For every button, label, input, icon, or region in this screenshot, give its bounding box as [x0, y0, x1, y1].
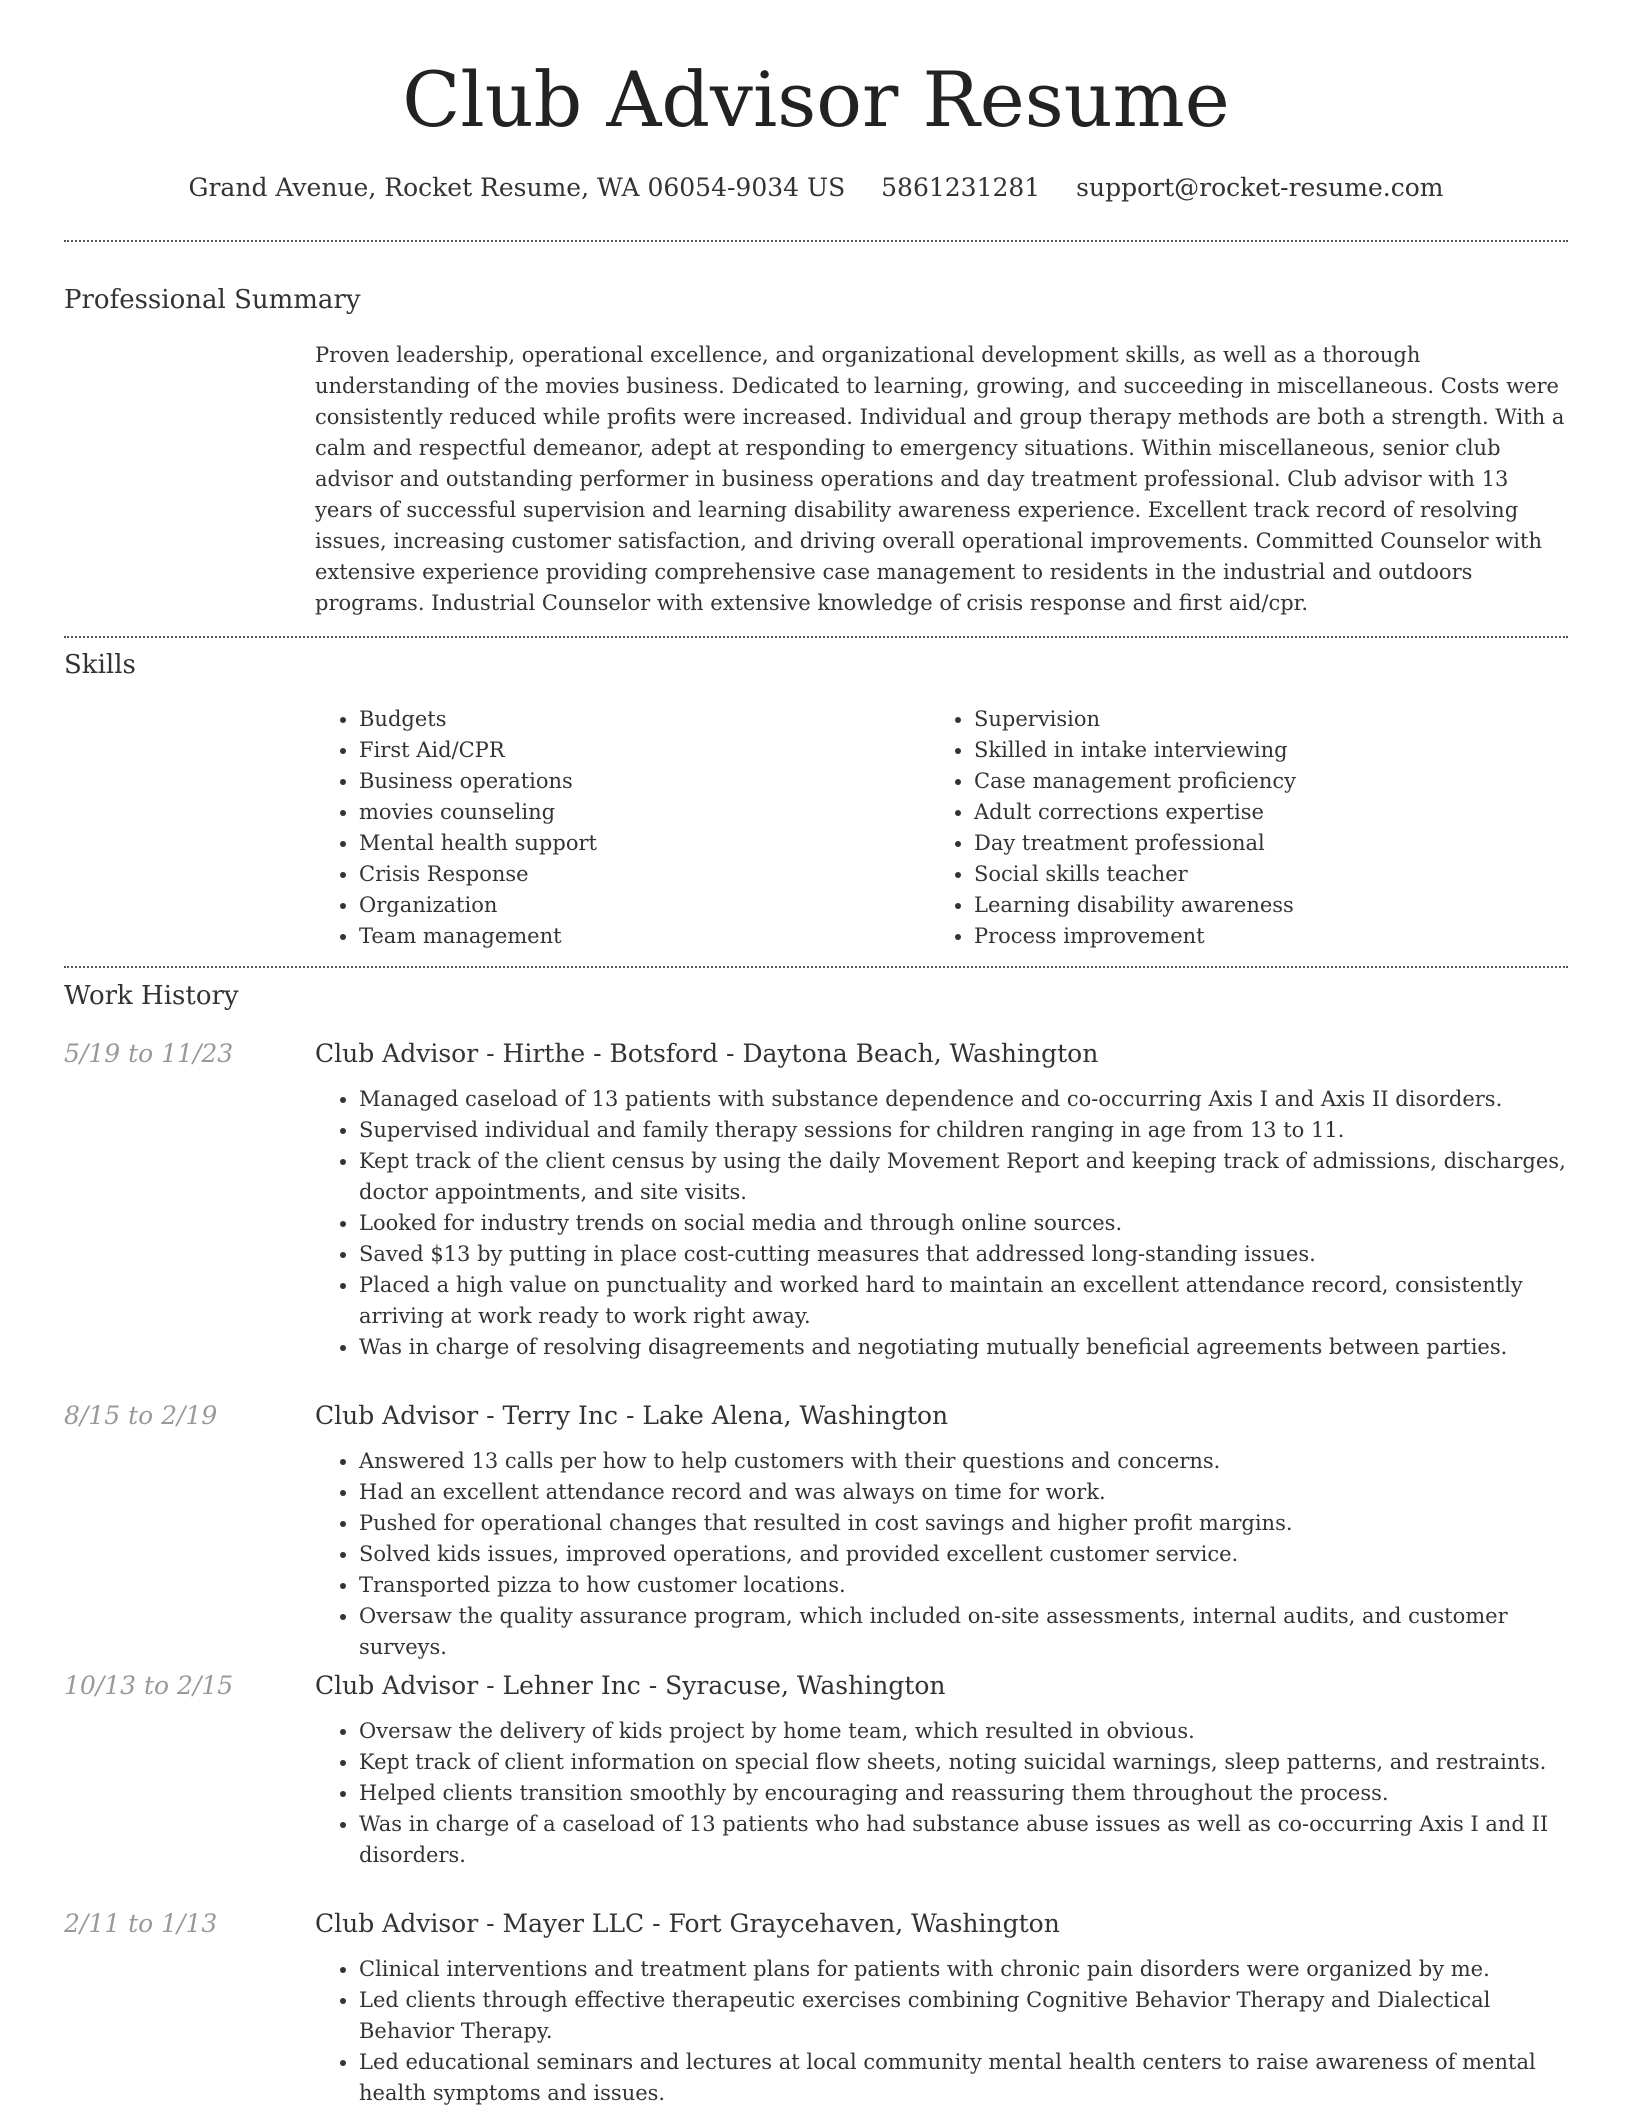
skills-column-right — [930, 704, 1490, 952]
job-dates: 10/13 to 2/15 — [64, 1671, 234, 1700]
job-bullet: • Looked for industry trends on social media and through online sources. — [359, 1208, 1568, 1239]
job-title: Club Advisor - Lehner Inc - Syracuse, Washington — [315, 1671, 946, 1700]
job-title: Club Advisor - Hirthe - Botsford - Daytona Beach, Washington — [315, 1039, 1099, 1068]
job-dates: 8/15 to 2/19 — [64, 1401, 218, 1430]
job-bullet: • Led educational seminars and lectures at local community mental health centers to raise awareness of mental health symptoms and issues. — [359, 2047, 1568, 2109]
skill-item: • movies counseling — [359, 797, 875, 828]
work-history-heading: Work History — [64, 981, 239, 1011]
job-bullet: • Transported pizza to how customer locations. — [359, 1570, 1568, 1601]
job-bullet: • Had an excellent attendance record and was always on time for work. — [359, 1477, 1568, 1508]
job-bullet: • Helped clients transition smoothly by encouraging and reassuring them throughout the process. — [359, 1778, 1568, 1809]
job-bullet: • Answered 13 calls per how to help customers with their questions and concerns. — [359, 1446, 1568, 1477]
job-bullets — [315, 1716, 1568, 1871]
job-bullet: • Clinical interventions and treatment plans for patients with chronic pain disorders were organized by me. — [359, 1954, 1568, 1985]
skill-item: • Day treatment professional — [974, 828, 1490, 859]
skill-item: • Crisis Response — [359, 859, 875, 890]
job-bullet: • Was in charge of resolving disagreements and negotiating mutually beneficial agreements between parties. — [359, 1332, 1568, 1363]
summary-text: Proven leadership, operational excellence, and organizational development skills, as well as a thorough understanding of the movies business. Dedicated to learning, growing, and succeeding in miscellaneous. Costs were consistently reduced while profits were increased. Individual and group therapy methods are both a strength. With a calm and respectful demeanor, adept at responding to emergency situations. Within miscellaneous, senior club advisor and outstanding performer in business operations and day treatment professional. Club advisor with 13 years of successful supervision and learning disability awareness experience. Excellent track record of resolving issues, increasing customer satisfaction, and driving overall operational improvements. Committed Counselor with extensive experience providing comprehensive case management to residents in the industrial and outdoors programs. Industrial Counselor with extensive knowledge of crisis response and first aid/cpr. — [315, 343, 1565, 615]
job-bullet: • Led clients through effective therapeutic exercises combining Cognitive Behavior Therapy and Dialectical Behavior Therapy. — [359, 1985, 1568, 2047]
skill-item: • Business operations — [359, 766, 875, 797]
skill-item: • Mental health support — [359, 828, 875, 859]
summary-heading: Professional Summary — [64, 285, 361, 315]
job-title: Club Advisor - Terry Inc - Lake Alena, Washington — [315, 1401, 949, 1430]
job-dates: 2/11 to 1/13 — [64, 1909, 218, 1938]
divider — [64, 966, 1568, 968]
skills-heading: Skills — [64, 650, 136, 680]
skill-item: • Supervision — [974, 704, 1490, 735]
job-bullet: • Solved kids issues, improved operations, and provided excellent customer service. — [359, 1539, 1568, 1570]
resume-title: Club Advisor Resume — [402, 55, 1230, 144]
contact-address: Grand Avenue, Rocket Resume, WA 06054-9034 US — [188, 173, 846, 202]
job-dates: 5/19 to 11/23 — [64, 1039, 234, 1068]
job-bullet: • Managed caseload of 13 patients with substance dependence and co-occurring Axis I and Axis II disorders. — [359, 1084, 1568, 1115]
skill-item: • Learning disability awareness — [974, 890, 1490, 921]
job-bullet: • Oversaw the delivery of kids project by home team, which resulted in obvious. — [359, 1716, 1568, 1747]
contact-email[interactable]: support@rocket-resume.com — [1076, 173, 1444, 202]
job-bullet: • Oversaw the quality assurance program, which included on-site assessments, internal audits, and customer surveys. — [359, 1601, 1568, 1663]
skill-item: • Team management — [359, 921, 875, 952]
job-bullets — [315, 1084, 1568, 1363]
skill-item: • Case management proficiency — [974, 766, 1490, 797]
job-bullet: • Kept track of client information on special flow sheets, noting suicidal warnings, sleep patterns, and restraints. — [359, 1747, 1568, 1778]
divider — [64, 240, 1568, 242]
job-bullet: • Supervised individual and family therapy sessions for children ranging in age from 13 to 11. — [359, 1115, 1568, 1146]
skill-item: • Process improvement — [974, 921, 1490, 952]
skill-item: • Social skills teacher — [974, 859, 1490, 890]
job-bullet: • Saved $13 by putting in place cost-cutting measures that addressed long-standing issues. — [359, 1239, 1568, 1270]
job-bullet: • Was in charge of a caseload of 13 patients who had substance abuse issues as well as co-occurring Axis I and II disorders. — [359, 1809, 1568, 1871]
job-bullet: • Placed a high value on punctuality and worked hard to maintain an excellent attendance record, consistently arriving at work ready to work right away. — [359, 1270, 1568, 1332]
job-bullet: • Kept track of the client census by using the daily Movement Report and keeping track of admissions, discharges, doctor appointments, and site visits. — [359, 1146, 1568, 1208]
job-bullets — [315, 1446, 1568, 1663]
job-bullet: • Pushed for operational changes that resulted in cost savings and higher profit margins. — [359, 1508, 1568, 1539]
skill-item: • Adult corrections expertise — [974, 797, 1490, 828]
skill-item: • Budgets — [359, 704, 875, 735]
job-title: Club Advisor - Mayer LLC - Fort Graycehaven, Washington — [315, 1909, 1060, 1938]
contact-phone[interactable]: 5861231281 — [881, 173, 1041, 202]
skills-list — [930, 704, 1490, 952]
skills-list — [315, 704, 875, 952]
contact-line — [0, 170, 1632, 206]
divider — [64, 636, 1568, 638]
job-bullets — [315, 1954, 1568, 2109]
skill-item: • First Aid/CPR — [359, 735, 875, 766]
skill-item: • Skilled in intake interviewing — [974, 735, 1490, 766]
skill-item: • Organization — [359, 890, 875, 921]
skills-column-left — [315, 704, 875, 952]
